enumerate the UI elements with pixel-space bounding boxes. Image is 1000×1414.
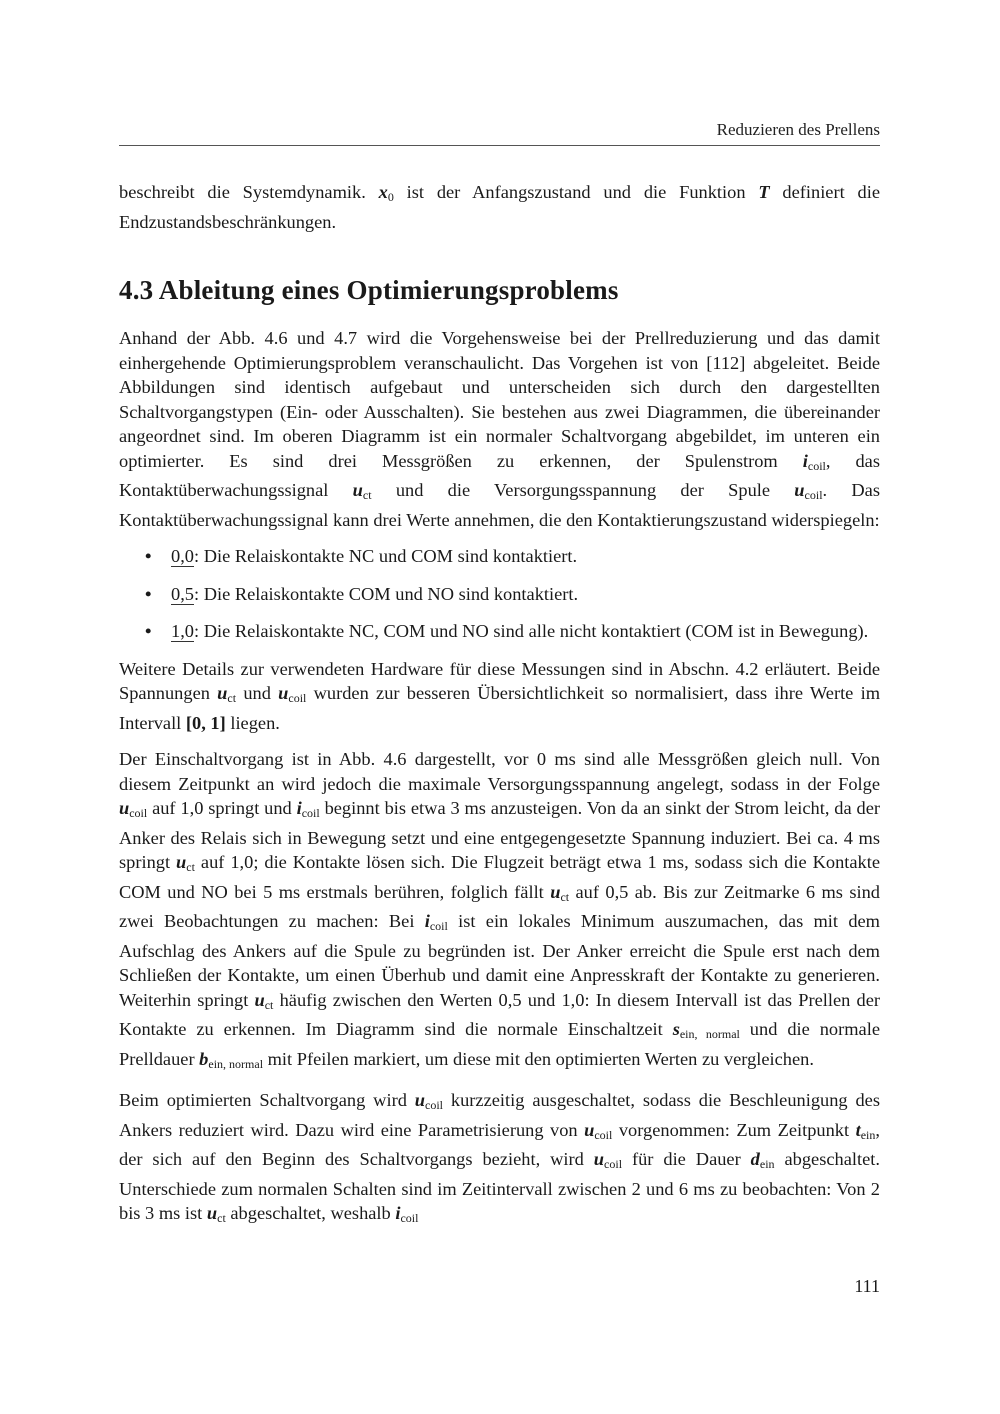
value-term: 0,5	[171, 583, 194, 604]
value-term: 0,0	[171, 546, 194, 566]
math-u-coil: $u_{coil}$	[119, 798, 148, 820]
math-b-ein-normal: $b_{ein, normal}$	[199, 1048, 264, 1071]
value-term: 1,0	[171, 621, 194, 641]
page-body	[119, 180, 880, 1243]
math-i-coil: $i_{coil}$	[395, 1203, 419, 1225]
bullet-icon: •	[145, 583, 152, 604]
bullet-icon: •	[145, 546, 152, 566]
page-number: 111	[854, 1276, 880, 1296]
paragraph-4: Beim optimierten Schaltvorgang wird $u_{coil}$ kurzzeitig ausgeschaltet, sodass die Beschleunigung des Ankers reduziert wird. Dazu wird eine Parametrisierung von $u_{coil}$ vorgenommen: Zum Zeitpunkt $t_{ein}$, der sich auf den Beginn des Schaltvorgangs bezieht, wird $u_{coil}$ für die Dauer $d_{ein}$ abgeschaltet. Unterschiede zum normalen Schalten sind im Zeitintervall zwischen 2 und 6 ms zu beobachten: Von 2 bis 3 ms ist $u_{ct}$ abgeschaltet, weshalb $i_{coil}$	[119, 1090, 881, 1225]
math-i-coil: $i_{coil}$	[424, 911, 448, 933]
math-T: T	[758, 182, 770, 202]
math-u-ct: $u_{ct}$	[550, 881, 570, 904]
math-s-ein-normal: $s_{ein, normal}$	[672, 1019, 740, 1041]
math-i-coil: $i_{coil}$	[296, 798, 320, 820]
list-item: • 1,0: Die Relaiskontakte NC, COM und NO sind alle nicht kontaktiert (COM ist in Bewegung).	[119, 619, 880, 644]
math-d-ein: $d_{ein}$	[750, 1149, 775, 1171]
math-u-ct: $u_{ct}$	[352, 480, 372, 502]
math-u-coil: $u_{coil}$	[593, 1149, 623, 1171]
intro-paragraph: beschreibt die Systemdynamik. $x_0$ ist der Anfangszustand und die Funktion T definiert die Endzustandsbeschränkungen.	[119, 182, 880, 232]
section-heading: 4.3 Ableitung eines Optimierungsproblems	[119, 275, 619, 305]
math-u-coil: $u_{coil}$	[414, 1090, 444, 1112]
math-u-coil: $u_{coil}$	[278, 683, 307, 705]
list-item: • 0,0: Die Relaiskontakte NC und COM sind kontaktiert.	[119, 544, 880, 569]
paragraph-3: Der Einschaltvorgang ist in Abb. 4.6 dargestellt, vor 0 ms sind alle Messgrößen gleich null. Von diesem Zeitpunkt an wird jedoch die maximale Versorgungsspannung angelegt, sodass in der Folge $u_{coil}$ auf 1,0 springt und $i_{coil}$ beginnt bis etwa 3 ms anzusteigen. Von da an sinkt der Strom leicht, da der Anker des Relais sich in Bewegung setzt und eine entgegengesetzte Spannung induziert. Bei ca. 4 ms springt $u_{ct}$ auf 1,0; die Kontakte lösen sich. Die Flugzeit beträgt etwa 1 ms, sodass sich die Kontakte COM und NO bei 5 ms erstmals berühren, folglich fällt $u_{ct}$ auf 0,5 ab. Bis zur Zeitmarke 6 ms sind zwei Beobachtungen zu machen: Bei $i_{coil}$ ist ein lokales Minimum auszumachen, das mit dem Aufschlag des Ankers auf die Spule zu begründen ist. Der Anker erreicht die Spule erst nach dem Schließen der Kontakte, um einen Überhub und damit eine Anpresskraft der Kontakte zu generieren. Weiterhin springt $u_{ct}$ häufig zwischen den Werten 0,5 und 1,0: In diesem Intervall ist das Prellen der Kontakte zu erkennen. Im Diagramm sind die normale Einschaltzeit $s_{ein, normal}$ und die normale Prelldauer $b_{ein, normal}$ mit Pfeilen markiert, um diese mit den optimierten Werten zu vergleichen.	[119, 749, 881, 1071]
math-u-ct: $u_{ct}$	[176, 852, 195, 874]
math-x0: $x_0$	[378, 182, 394, 204]
header-rule	[119, 145, 880, 146]
math-u-ct: $u_{ct}$	[217, 683, 237, 705]
paragraph-1: Anhand der Abb. 4.6 und 4.7 wird die Vorgehensweise bei der Prellreduzierung und das damit einhergehende Optimierungsproblem veranschaulicht. Das Vorgehen ist von [112] abgeleitet. Beide Abbildungen sind identisch aufgebaut und unterscheiden sich durch den dargestellten Schaltvorgangstypen (Ein- oder Ausschalten). Sie bestehen aus zwei Diagrammen, die übereinander angeordnet sind. Im oberen Diagramm ist ein normaler Schaltvorgang abgebildet, im unteren ein optimierter. Es sind drei Messgrößen zu erkennen, der Spulenstrom $i_{coil}$, das Kontaktüberwachungssignal $u_{ct}$ und die Versorgungsspannung der Spule $u_{coil}$. Das Kontaktüberwachungssignal kann drei Werte annehmen, die den Kontaktierungszustand widerspiegeln:	[119, 328, 880, 530]
math-interval: [0, 1]	[185, 712, 226, 733]
math-t-ein: $t_{ein}$	[855, 1119, 876, 1142]
math-u-ct: $u_{ct}$	[254, 989, 274, 1012]
signal-values-list	[119, 544, 880, 644]
math-i-coil: $i_{coil}$	[802, 450, 826, 473]
running-header: Reduzieren des Prellens	[716, 120, 880, 139]
math-u-coil: $u_{coil}$	[794, 480, 823, 502]
paragraph-2: Weitere Details zur verwendeten Hardware für diese Messungen sind in Abschn. 4.2 erläutert. Beide Spannungen $u_{ct}$ und $u_{coil}$ wurden zur besseren Übersichtlichkeit so normalisiert, dass ihre Werte im Intervall [0, 1] liegen.	[119, 658, 881, 733]
math-u-coil: $u_{coil}$	[584, 1119, 613, 1142]
bullet-icon: •	[145, 621, 152, 641]
math-u-ct: $u_{ct}$	[206, 1203, 226, 1225]
list-item: • 0,5: Die Relaiskontakte COM und NO sind kontaktiert.	[119, 582, 880, 607]
